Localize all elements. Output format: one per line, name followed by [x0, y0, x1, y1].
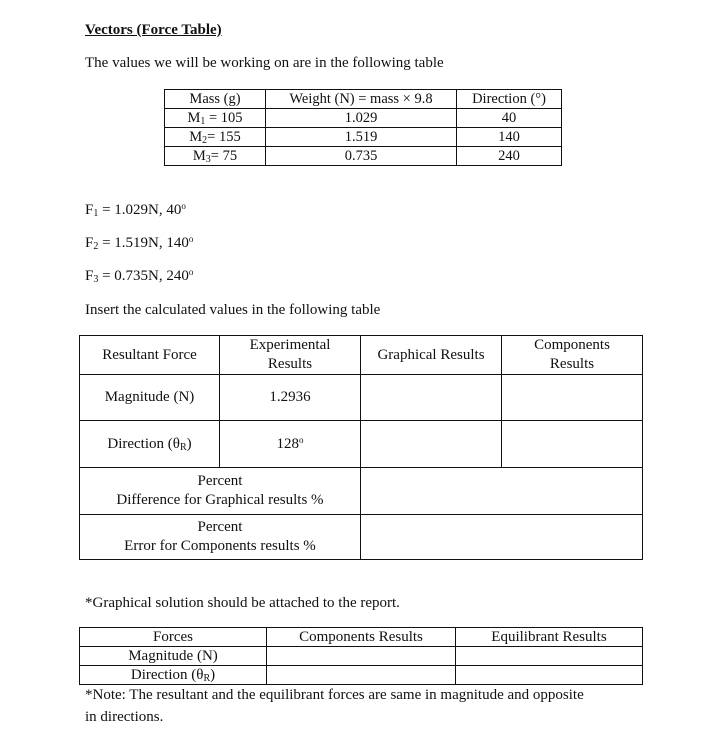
table-row — [165, 109, 562, 128]
direction-cell: 40 — [457, 109, 562, 128]
insert-text: Insert the calculated values in the following table — [85, 302, 381, 318]
magnitude-graphical — [361, 375, 502, 421]
direction-label: Direction $(\theta_R)$ — [80, 421, 220, 468]
eq-direction-components — [267, 666, 456, 685]
force-line-2: $F_2 = 1.519N$, 140$^o$ — [85, 234, 194, 252]
table-row — [80, 666, 643, 685]
page-title: Vectors (Force Table) — [85, 22, 222, 38]
table-row — [80, 421, 643, 468]
direction-graphical — [361, 421, 502, 468]
graphical-note: *Graphical solution should be attached to the report. — [85, 595, 400, 611]
percent-difference-value — [361, 468, 643, 515]
weight-cell: 1.029 — [266, 109, 457, 128]
mass-cell: $M_3= 75$ — [165, 147, 266, 166]
equilibrant-table — [79, 627, 643, 685]
direction-components — [502, 421, 643, 468]
magnitude-experimental: 1.2936 — [220, 375, 361, 421]
header-equilibrant: Equilibrant Results — [456, 628, 643, 647]
note-line-2: in directions. — [85, 709, 164, 725]
intro-text: The values we will be working on are in the following table — [85, 55, 444, 71]
weight-cell: 0.735 — [266, 147, 457, 166]
table-row — [80, 515, 643, 560]
table-row — [165, 128, 562, 147]
magnitude-label: Magnitude (N) — [80, 375, 220, 421]
eq-magnitude-equilibrant — [456, 647, 643, 666]
weight-cell: 1.519 — [266, 128, 457, 147]
eq-direction-equilibrant — [456, 666, 643, 685]
table-header-row — [80, 336, 643, 375]
header-components: Components Results — [502, 336, 643, 375]
table-row — [80, 647, 643, 666]
header-experimental: Experimental Results — [220, 336, 361, 375]
header-direction: Direction (°) — [457, 90, 562, 109]
mass-table — [164, 89, 562, 166]
eq-magnitude-label: Magnitude (N) — [80, 647, 267, 666]
mass-cell: $M_2= 155$ — [165, 128, 266, 147]
table-row — [80, 468, 643, 515]
direction-cell: 140 — [457, 128, 562, 147]
eq-magnitude-components — [267, 647, 456, 666]
header-resultant: Resultant Force — [80, 336, 220, 375]
header-mass: Mass (g) — [165, 90, 266, 109]
results-table — [79, 335, 643, 560]
direction-experimental: 128$^o$ — [220, 421, 361, 468]
percent-error-value — [361, 515, 643, 560]
header-forces: Forces — [80, 628, 267, 647]
table-row — [80, 375, 643, 421]
eq-direction-label: Direction $(\theta_R)$ — [80, 666, 267, 685]
magnitude-components — [502, 375, 643, 421]
note-line-1: *Note: The resultant and the equilibrant forces are same in magnitude and opposite — [85, 687, 584, 703]
direction-cell: 240 — [457, 147, 562, 166]
percent-error-label: Percent Error for Components results % — [80, 515, 361, 560]
header-graphical: Graphical Results — [361, 336, 502, 375]
mass-cell: $M_1 = 105$ — [165, 109, 266, 128]
header-weight: Weight (N) = mass × 9.8 — [266, 90, 457, 109]
force-line-1: $F_1 = 1.029N$, 40$^o$ — [85, 201, 186, 219]
percent-difference-label: Percent Difference for Graphical results % — [80, 468, 361, 515]
force-line-3: $F_3 = 0.735N$, 240$^o$ — [85, 267, 194, 285]
table-header-row — [165, 90, 562, 109]
header-components: Components Results — [267, 628, 456, 647]
table-header-row — [80, 628, 643, 647]
table-row — [165, 147, 562, 166]
